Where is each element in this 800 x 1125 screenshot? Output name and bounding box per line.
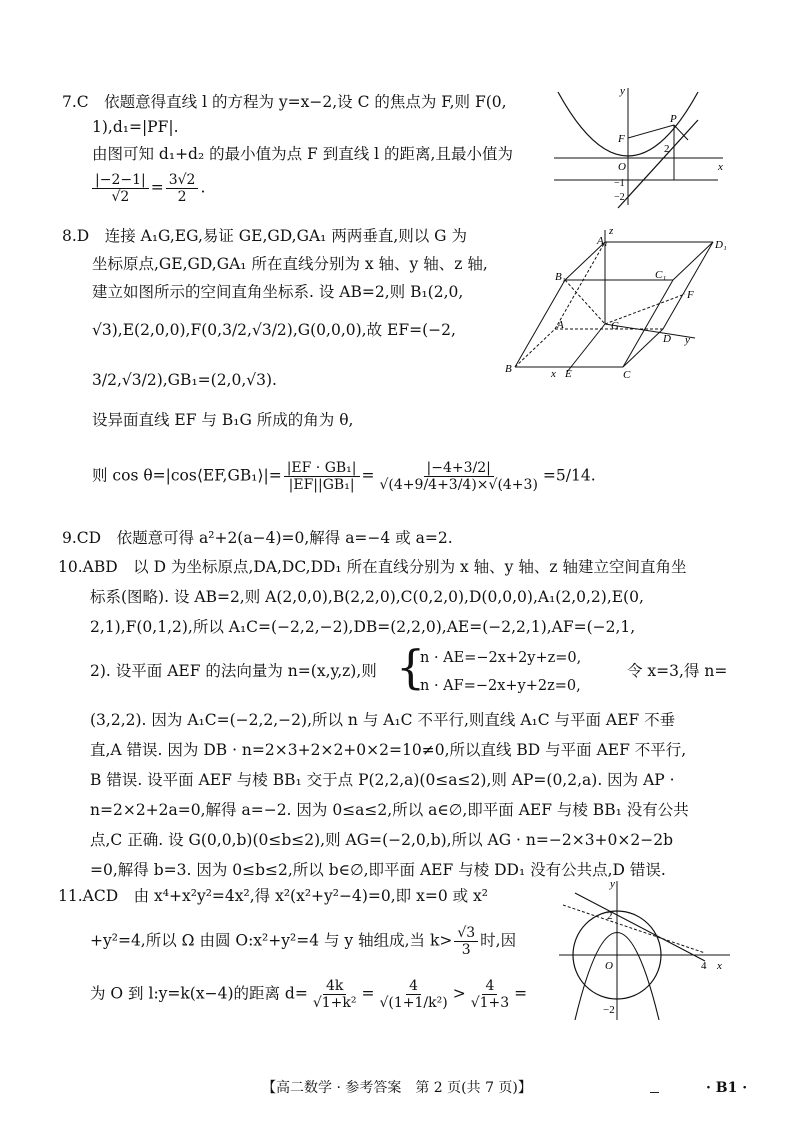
q9-line1: 9.CD 依题意可得 a²+2(a−4)=0,解得 a=−4 或 a=2. [62,529,453,547]
q8-label-z: z [609,225,614,237]
q10-line1: 10.ABD 以 D 为坐标原点,DA,DC,DD₁ 所在直线分别为 x 轴、y 轴、z 轴建立空间直角坐 [58,558,687,576]
q7-label-o: O [618,161,626,173]
q11-figure [555,875,735,1025]
q8-label-c: C [623,369,631,381]
q10-line2: 标系(图略). 设 AB=2,则 A(2,0,0),B(2,2,0),C(0,2,0),D(0,0,0),A₁(2,0,2),E(0, [90,588,644,606]
q8-label-e: E [565,368,572,380]
footer-dash [650,1092,659,1093]
q8-label-b: B [505,363,512,375]
q10-brace: { [396,640,426,694]
q11-label-o: O [605,960,613,972]
q11-label-4: 4 [701,960,707,972]
q7-label-x: x [718,161,723,173]
q11-line2: +y²=4,所以 Ω 由圆 O:x²+y²=4 与 y 轴组成,当 k> $\frac{√3}{3}$ 时,因 [90,925,517,958]
q8-label-x: x [551,368,556,380]
q11-label-m2: −2 [603,1004,615,1016]
q11-label-2: 2 [607,910,613,922]
q11-line1: 11.ACD 由 x⁴+x²y²=4x²,得 x²(x²+y²−4)=0,即 x=0 或 x² [58,887,488,905]
q8-label-a1: A₁ [597,235,608,247]
q11-frac3: $\frac{4}{√1+3}$ [470,978,510,1011]
q10-line3: 2,1),F(0,1,2),所以 A₁C=(−2,2,−2),DB=(2,2,0),AE=(−2,2,1),AF=(−2,1, [90,618,636,636]
q11-frac1: $\frac{4k}{\text{√1+k²}}$ [312,978,357,1011]
q8-label-a: A [557,319,564,331]
q8-label-g: G [611,320,619,332]
q7-label-f: F [618,133,625,145]
q8-label-b1: B₁ [555,271,566,283]
q11-label-x: x [717,960,722,972]
q7-line4: $\frac{|-2-1|}{√2}$ = $\frac{3√2}{2}$ . [90,172,205,205]
q10-line9: 点,C 正确. 设 G(0,0,b)(0≤b≤2),则 AG=(−2,0,b),所以 AG · n=−2×3+0×2−2b [90,831,674,849]
q10-line5: (3,2,2). 因为 A₁C=(−2,2,−2),所以 n 与 A₁C 不平行,则直线 A₁C 与平面 AEF 不垂 [90,711,676,729]
q8-line6: 设异面直线 EF 与 B₁G 所成的角为 θ, [92,411,354,429]
q10-line7: B 错误. 设平面 AEF 与棱 BB₁ 交于点 P(2,2,a)(0≤a≤2),则 AP=(0,2,a). 因为 AP · [90,771,675,789]
q8-frac1: $\frac{\text{|EF · GB₁|}}{\text{|EF||GB₁|}}$ [284,460,360,493]
footer-title: 【高二数学 · 参考答案 第 2 页(共 7 页)】 [262,1080,532,1096]
q8-line3: 建立如图所示的空间直角坐标系. 设 AB=2,则 B₁(2,0, [92,283,464,301]
footer-code: · B1 · [706,1080,748,1096]
q7-line-l [618,120,698,208]
q8-label-d1: D₁ [715,239,727,251]
q8-line1: 8.D 连接 A₁G,EG,易证 GE,GD,GA₁ 两两垂直,则以 G 为 [62,227,467,245]
q8-line5: 3/2,√3/2),GB₁=(2,0,√3). [92,371,277,389]
q8-label-c1: C₁ [655,269,667,281]
q7-result-fraction: $\frac{3√2}{2}$ [166,172,199,205]
q8-line4: √3),E(2,0,0),F(0,3/2,√3/2),G(0,0,0),故 EF=(−2, [92,321,456,339]
q11-label-y: y [610,878,615,890]
q8-label-d: D [663,333,671,345]
q8-label-f: F [687,289,694,301]
q10-line4a: 2). 设平面 AEF 的法向量为 n=(x,y,z),则 [90,662,377,680]
q11-frac-sqrt3: $\frac{√3}{3}$ [454,925,478,958]
q8-frac2: $\frac{|-4+3/2|}{√(4+9/4+3/4)\times√(4+3)}$ [379,460,538,493]
q10-eq2: n · AF=−2x+y+2z=0, [420,678,581,694]
q7-label-y: y [620,85,625,97]
q7-label-2: 2 [664,143,670,155]
q10-eq1: n · AE=−2x+2y+z=0, [420,650,582,666]
q10-line4c: 令 x=3,得 n= [627,662,728,680]
q7-line3: 由图可知 d₁+d₂ 的最小值为点 F 到直线 l 的距离,且最小值为 [92,145,513,163]
q7-line2: 1),d₁=|PF|. [92,118,179,136]
q8-figure [505,222,730,387]
q7-label-p: P [670,113,677,125]
q7-fraction: $\frac{|-2-1|}{√2}$ [92,172,149,205]
q11-line3: 为 O 到 l:y=k(x−4)的距离 d= $\frac{4k}{\text{√1+k²}}$ = $\frac{4}{\text{√(1+1/k²)}}$ > $\frac{4}{√1+3}$ = [90,978,528,1011]
q7-label-m2: −2 [614,192,625,203]
q7-label-m1: −1 [614,178,625,189]
q7-line1: 7.C 依题意得直线 l 的方程为 y=x−2,设 C 的焦点为 F,则 F(0, [62,93,507,111]
q8-label-y: y [685,334,690,346]
q10-line10: =0,解得 b=3. 因为 0≤b≤2,所以 b∈∅,即平面 AEF 与棱 DD₁ 没有公共点,D 错误. [90,861,666,879]
q10-line6: 直,A 错误. 因为 DB · n=2×3+2×2+0×2=10≠0,所以直线 BD 与平面 AEF 不平行, [90,741,687,759]
q8-line7: 则 cos θ=|cos⟨EF,GB₁⟩|= $\frac{\text{|EF · GB₁|}}{\text{|EF||GB₁|}}$ = $\frac{|-4+3/2|}{√(4+9/4+3/4)\times√(4+3)}$ =5/14. [92,460,596,493]
q11-frac2: $\frac{4}{\text{√(1+1/k²)}}$ [379,978,448,1011]
q7-figure [548,80,728,210]
q10-line8: n=2×2+2a=0,解得 a=−2. 因为 0≤a≤2,所以 a∈∅,即平面 AEF 与棱 BB₁ 没有公共 [90,801,689,819]
q8-line2: 坐标原点,GE,GD,GA₁ 所在直线分别为 x 轴、y 轴、z 轴, [92,255,488,273]
